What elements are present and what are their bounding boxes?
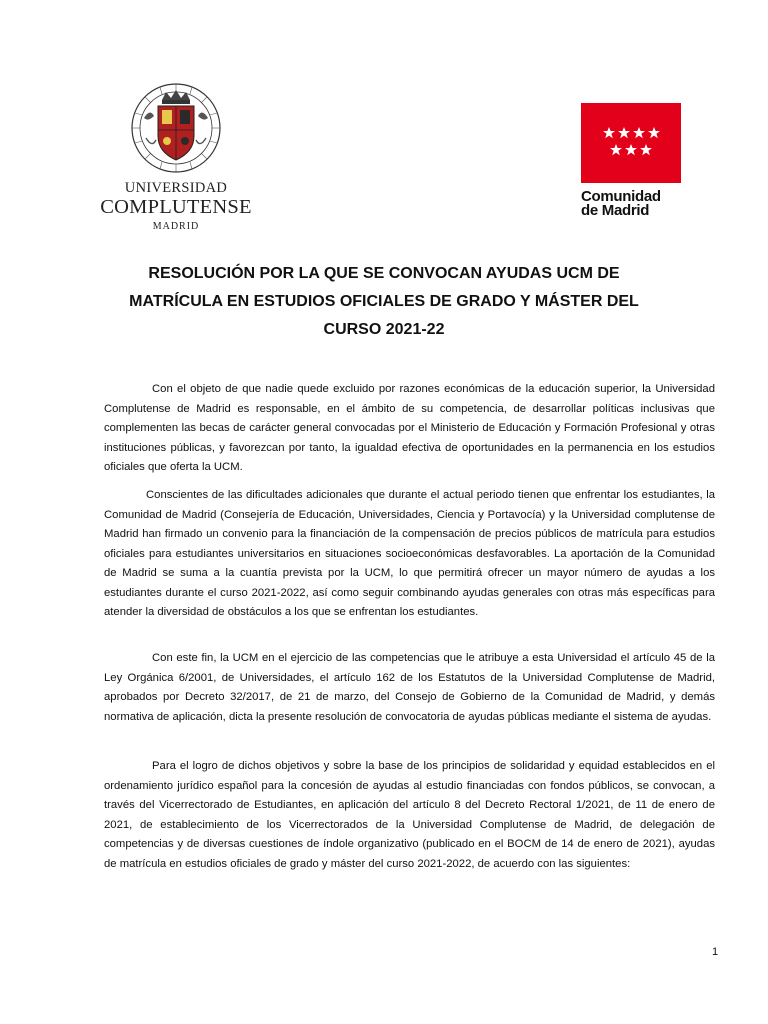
ucm-crest-icon [124, 78, 228, 176]
paragraph-3: Con este fin, la UCM en el ejercicio de las competencias que le atribuye a esta Universidad el artículo 45 de la Ley Orgánica 6/2001, de Universidades, el artículo 162 de los Estatutos de la Universidad Complutense de Madrid, aprobados por Decreto 32/2017, de 21 de marzo, del Consejo de Gobierno de la Comunidad de Madrid, y demás normativa de aplicación, dicta la presente resolución de convocatoria de ayudas públicas mediante el sistema de ayudas. [104, 652, 715, 723]
cm-logo-line1: Comunidad [581, 188, 661, 205]
ucm-logo-line1: UNIVERSIDAD [124, 180, 228, 196]
paragraph-1: Con el objeto de que nadie quede excluido por razones económicas de la educación superior, la Universidad Complutense de Madrid es responsable, en el ámbito de su competencia, de desarrollar políticas inclusivas que complementen las becas de carácter general convocadas por el Ministerio de Educación y Formación Profesional y otras instituciones públicas, y favorezcan por tanto, la igualdad efectiva de oportunidades en la permanencia en los estudios oficiales que oferta la UCM. [104, 383, 715, 473]
paragraph-2: Conscientes de las dificultades adicionales que durante el actual periodo tienen que enfrentar los estudiantes, la Comunidad de Madrid (Consejería de Educación, Universidades, Ciencia y Portavocía) y la Universidad complutense de Madrid han firmado un convenio para la financiación de la compensación de precios públicos de matrícula para estudios oficiales para estudiantes universitarios en situaciones socioeconómicas desfavorables. La aportación de la Comunidad de Madrid se suma a la cuantía prevista por la UCM, lo que permitirá ofrecer un mayor número de ayudas a los estudiantes durante el curso 2021-2022, así como seguir combinando ayudas generales con otras más específicas para atender la diversidad de obstáculos a los que se enfrentan los estudiantes. [104, 489, 715, 618]
cm-logo-line2: de Madrid [581, 202, 650, 219]
ucm-logo-line2: COMPLUTENSE [100, 196, 252, 218]
madrid-flag-icon [581, 103, 681, 183]
ucm-logo-line3: MADRID [152, 221, 200, 232]
document-title: RESOLUCIÓN POR LA QUE SE CONVOCAN AYUDAS UCM DE MATRÍCULA EN ESTUDIOS OFICIALES DE GRADO Y MÁSTER DEL CURSO 2021-22 [129, 265, 639, 338]
ucm-logo [96, 78, 256, 234]
paragraph-4: Para el logro de dichos objetivos y sobre la base de los principios de solidaridad y equidad establecidos en el ordenamiento jurídico español para la concesión de ayudas al estudio financiadas con fondos públicos, se convocan, a través del Vicerrectorado de Estudiantes, en aplicación del artículo 8 del Decreto Rectoral 1/2021, de 11 de enero de 2021, de establecimiento de los Vicerrectorados de la Universidad Complutense de Madrid, de delegación de competencias y de diversas cuestiones de índole organizativo (publicado en el BOCM de 14 de enero de 2021), ayudas de matrícula en estudios oficiales de grado y máster del curso 2021-2022, de acuerdo con las siguientes: [104, 760, 715, 870]
page-number: 1 [712, 946, 719, 958]
comunidad-de-madrid-logo [581, 103, 681, 218]
